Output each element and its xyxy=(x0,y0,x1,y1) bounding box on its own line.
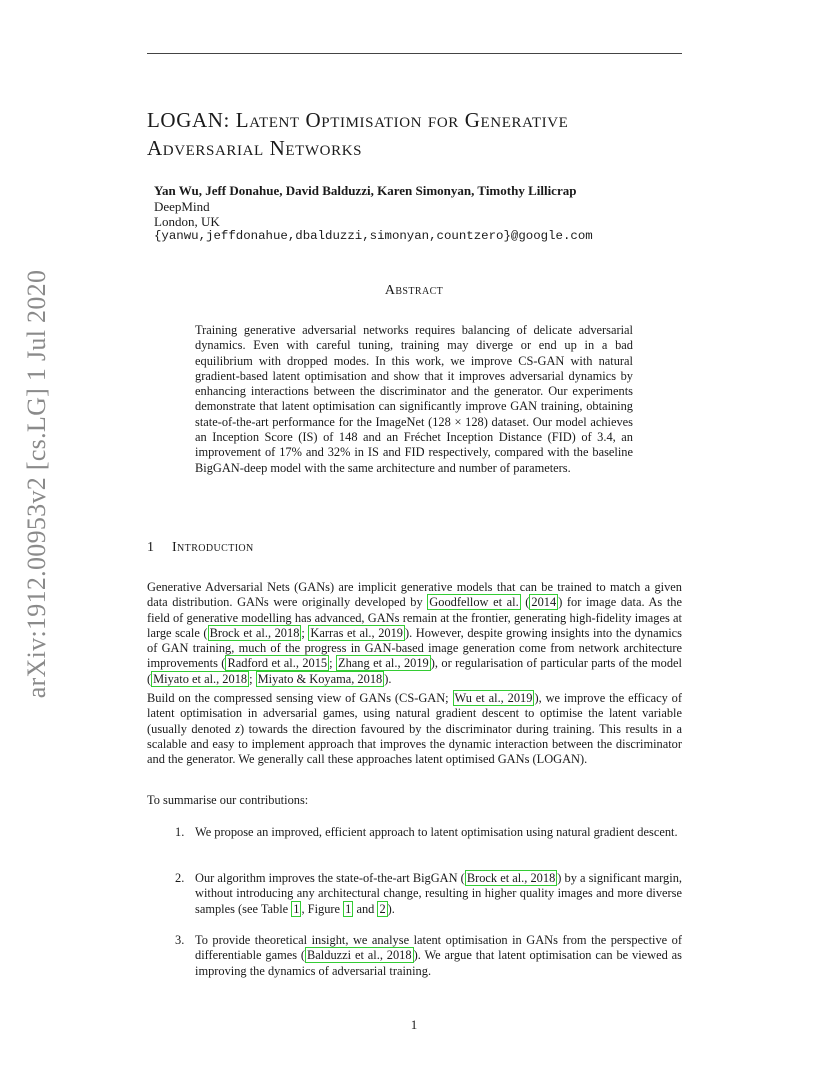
paper-title xyxy=(147,106,707,162)
citation-link[interactable]: Wu et al., 2019 xyxy=(454,691,533,705)
title-line-1: LOGAN: Latent Optimisation for Generative xyxy=(147,108,569,132)
text-run: ), we improve the efficacy of latent optimisation in adversarial games, using natural gradient descent to optimise the latent variable (usually denoted xyxy=(147,691,682,736)
affiliation: DeepMind xyxy=(154,199,210,214)
citation-link[interactable]: Zhang et al., 2019 xyxy=(338,656,429,671)
list-text xyxy=(195,871,682,917)
list-text: We propose an improved, efficient approach to latent optimisation using natural gradient descent. xyxy=(195,825,678,839)
text-run: ; xyxy=(301,625,309,640)
figure-link[interactable]: 2 xyxy=(379,901,386,916)
text-run: ). xyxy=(384,671,392,686)
section-title: Introduction xyxy=(172,540,254,555)
citation-link[interactable]: Brock et al., 2018 xyxy=(466,871,556,885)
citation-link[interactable]: Goodfellow et al. xyxy=(429,595,519,610)
text-run: ). xyxy=(387,901,395,916)
intro-paragraph-2 xyxy=(147,691,682,767)
table-link[interactable]: 1 xyxy=(293,901,300,916)
page-number: 1 xyxy=(410,1017,418,1032)
citation-link[interactable]: Radford et al., 2015 xyxy=(227,656,328,671)
arxiv-identifier[interactable]: arXiv:1912.00953v2 [cs.LG] 1 Jul 2020 xyxy=(22,269,51,699)
section-number: 1 xyxy=(147,540,155,555)
text-run: ). However, despite growing insights into the dynamics of GAN training, much of the progress in GAN-based image generation come from network architecture improvements ( xyxy=(147,625,683,671)
abstract-body: Training generative adversarial networks requires balancing of delicate adversarial dynamics. Even with careful tuning, training may diverge or end up in a bad equilibrium with dropped modes. In this work, we improve CS-GAN with natural gradient-based latent optimisation and show that it improves adversarial dynamics by enhancing interactions between the discriminator and the generator. Our experiments demonstrate that latent optimisation can significantly improve GAN training, obtaining state-of-the-art performance for the ImageNet (128 × 128) dataset. Our model achieves an Inception Score (IS) of 148 and an Fréchet Inception Distance (FID) of 3.4, an improvement of 17% and 32% in IS and FID respectively, compared with the baseline BigGAN-deep model with the same architecture and number of parameters. xyxy=(195,323,633,475)
citation-link[interactable]: Balduzzi et al., 2018 xyxy=(307,948,412,963)
list-text xyxy=(195,933,682,979)
list-number: 3. xyxy=(175,933,185,947)
citation-link[interactable]: Karras et al., 2019 xyxy=(310,625,403,640)
header-rule xyxy=(147,53,682,54)
text-run: ; xyxy=(249,671,256,686)
text-run: ) towards the direction favoured by the discriminator during training. This results in a scalable and easy to implement approach that improves the dynamic interaction between the discriminator and the generator. We generally call these approaches latent optimised GANs (LOGAN). xyxy=(147,721,682,767)
citation-link[interactable]: Brock et al., 2018 xyxy=(209,625,300,640)
citation-link[interactable]: Miyato et al., 2018 xyxy=(153,671,248,686)
intro-paragraph-3: To summarise our contributions: xyxy=(147,793,309,807)
list-number: 2. xyxy=(175,871,185,885)
author-list: Yan Wu, Jeff Donahue, David Balduzzi, Karen Simonyan, Timothy Lillicrap xyxy=(154,183,577,198)
location: London, UK xyxy=(154,214,220,229)
text-run: Build on the compressed sensing view of GANs (CS-GAN; xyxy=(147,691,453,705)
abstract-heading: Abstract xyxy=(384,283,444,298)
section-heading xyxy=(147,540,254,556)
text-run: and xyxy=(353,901,378,916)
citation-link[interactable]: Miyato & Koyama, 2018 xyxy=(257,671,383,686)
text-run: ( xyxy=(520,595,530,610)
text-run: Generative Adversarial Nets (GANs) are implicit generative models that can be trained to match a given data distribution. GANs were originally developed by xyxy=(147,580,682,610)
text-run: ) by a significant margin, without introducing any architectural change, resulting in higher quality images and more diverse samples (see Table xyxy=(195,871,682,916)
text-run: , Figure xyxy=(301,901,344,916)
title-line-2: Adversarial Networks xyxy=(147,136,363,160)
text-run: ), or regularisation of particular parts of the model ( xyxy=(147,656,682,686)
list-number: 1. xyxy=(175,825,185,839)
text-run: ; xyxy=(329,656,336,671)
text-run: ). We argue that latent optimisation can be viewed as improving the dynamics of adversarial training. xyxy=(195,948,682,978)
intro-paragraph-1 xyxy=(147,580,682,687)
math-variable: z xyxy=(235,721,240,736)
author-emails: {yanwu,jeffdonahue,dbalduzzi,simonyan,countzero}@google.com xyxy=(154,229,593,243)
text-run: To provide theoretical insight, we analyse latent optimisation in GANs from the perspective of differentiable games ( xyxy=(195,933,682,963)
text-run: ) for image data. As the field of generative modelling has advanced, GANs remain at the frontier, generating high-fidelity images at large scale ( xyxy=(147,595,682,640)
citation-link[interactable]: 2014 xyxy=(531,595,557,610)
text-run: Our algorithm improves the state-of-the-art BigGAN ( xyxy=(195,871,465,885)
figure-link[interactable]: 1 xyxy=(345,901,352,916)
